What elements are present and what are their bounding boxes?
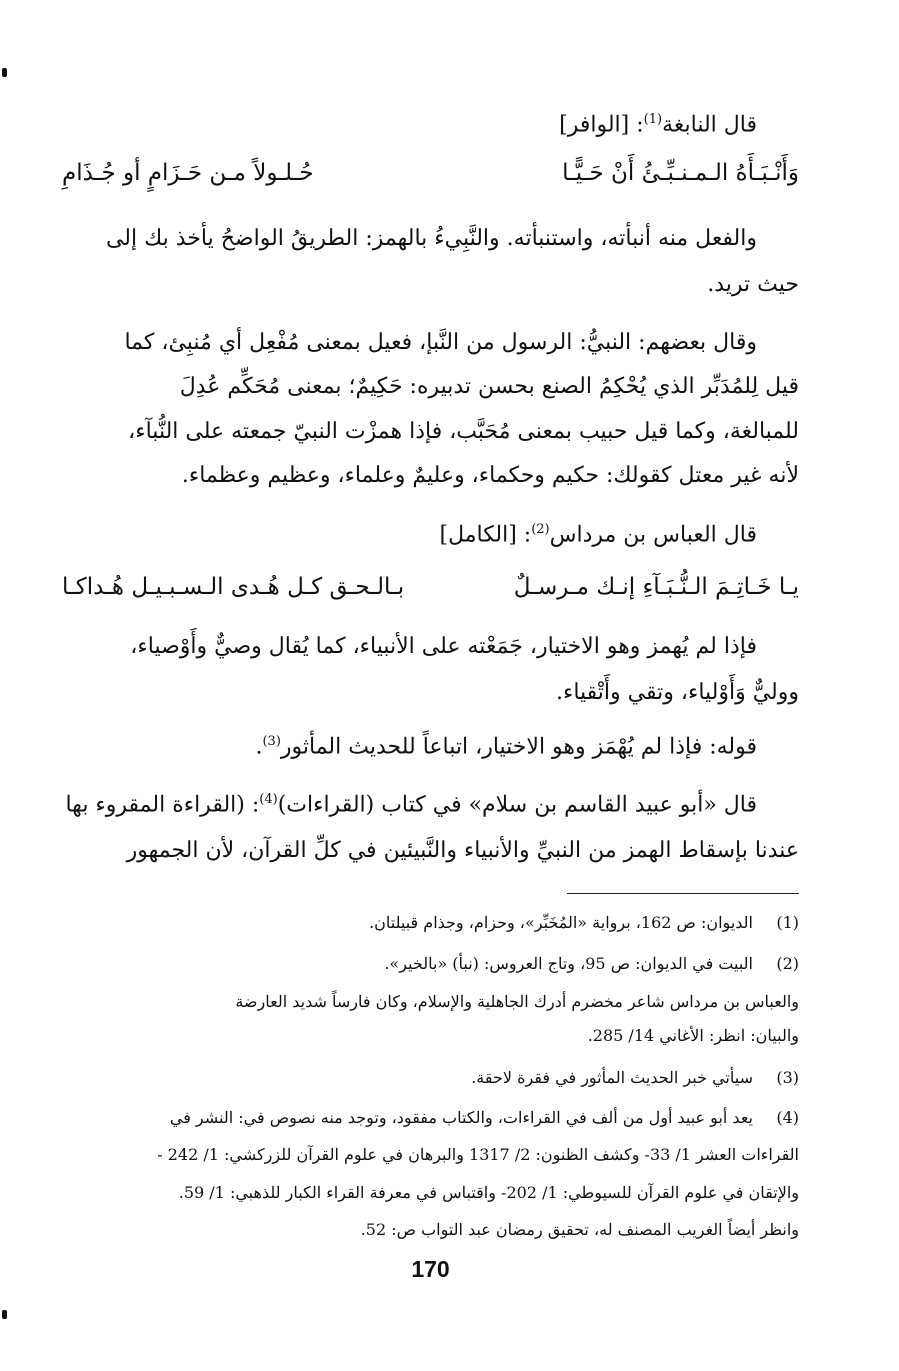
footnote-text: البيت في الديوان: ص 95، وتاج العروس: (نبأ) «بالخير». [384,954,753,973]
footnote-4-continued [62,1220,799,1239]
footnote-text: الديوان: ص 162، برواية «المُخَبِّر»، وحزام، وجذام قبيلتان. [369,913,753,932]
paragraph-line: وقال بعضهم: النبيُّ: الرسول من النَّبإ، فعيل بمعنى مُفْعِل أي مُنبِئ، كما [124,330,757,355]
paragraph-line [62,734,799,759]
footnote-number: (2) [776,954,799,973]
period: . [255,734,263,760]
verse-2 [62,574,799,600]
paragraph-text: قوله: فإذا لم يُهْمَز وهو الاختيار، اتباعاً للحديث المأثور [280,734,757,760]
footnote-ref: (3) [262,734,281,749]
paragraph-line: للمبالغة، وكما قيل حبيب بمعنى مُحَبَّب، فإذا همزْت النبيّ جمعته على النُّبآء، [128,419,799,444]
footnote-number: (3) [776,1068,799,1087]
footnote-number: (4) [776,1108,799,1127]
page-content [62,0,799,1371]
verse-1 [62,160,799,186]
paragraph-line: ووليٌّ وَأَوْلياء، وتقي وأَتْقياء. [556,680,799,705]
paragraph-line: فإذا لم يُهمز وهو الاختيار، جَمَعْته على الأنبياء، كما يُقال وصيٌّ وأَوْصياء، [130,634,757,659]
footnote-divider [567,893,799,894]
paragraph-line [62,792,799,817]
footnote-number: (1) [776,913,799,932]
paragraph-text: قال «أبو عبيد القاسم بن سلام» في كتاب (القراءات) [277,792,757,818]
footnote-4-continued [62,1183,799,1202]
verse-first-hemistich: يـا خَـاتِـمَ الـنُّـبَـآءِ إنـك مـرسـلٌ [513,574,799,600]
paragraph-text: : (القراءة المقروء بها [65,792,260,818]
paragraph-line: والفعل منه أنبأته، واستنبأته. والنَّبِيءُ بالهمز: الطريقُ الواضحُ يأخذ بك إلى [105,226,757,251]
footnote-4-continued [62,1145,799,1164]
paragraph-line: حيث تريد. [707,272,799,297]
intro-text: قال النابغة [662,112,757,138]
footnote-2-continued [62,992,799,1011]
meter-label: : [الكامل] [439,522,532,548]
paragraph-line: لأنه غير معتل كقولك: حكيم وحكماء، وعليمٌ وعلماء، وعظيم وعظماء. [181,463,799,488]
footnote-2-continued [62,1026,799,1045]
paragraph-line: قيل لِلمُدَبِّر الذي يُحْكِمُ الصنع بحسن تدبيره: حَكِيمٌ؛ بمعنى مُحَكِّم عُدِلَ [179,374,799,399]
footnote-text: والبيان: انظر: الأغاني 14/ 285. [587,1026,799,1045]
scan-mark-bottom [2,1310,7,1319]
footnote-ref: (4) [259,792,278,807]
meter-label: : [الوافر] [559,112,644,138]
footnote-text: وانظر أيضاً الغريب المصنف له، تحقيق رمضان عبد التواب ص: 52. [360,1220,799,1239]
footnote-ref: (1) [643,112,663,127]
intro-text: قال العباس بن مرداس [549,522,757,548]
footnote-text: سيأتي خبر الحديث المأثور في فقرة لاحقة. [471,1068,753,1087]
verse-first-hemistich: وَأَنْـبَـأَهُ الـمـنـبِّـئُ أَنْ حَـيًّـا [562,160,799,186]
footnote-text: القراءات العشر 1/ 33- وكشف الظنون: 2/ 1317 والبرهان في علوم القرآن للزركشي: 1/ 242 - [157,1145,799,1164]
verse-second-hemistich: حُـلـولاً مـن حَـزَامٍ أو جُـذَامِ [62,160,314,186]
verse-second-hemistich: بـالـحـق كـل هُـدى الـسـبـيـل هُـداكـا [62,574,405,600]
footnote-2 [62,954,799,973]
intro-abbas [62,522,799,547]
footnote-4 [62,1108,799,1127]
footnote-ref: (2) [531,522,550,537]
footnote-3 [62,1068,799,1087]
footnote-1 [62,913,799,932]
paragraph-line: عندنا بإسقاط الهمز من النبيِّ والأنبياء والنَّبيئين في كلِّ القرآن، لأن الجمهور [126,838,799,863]
scan-mark-top [2,68,7,77]
footnote-text: والعباس بن مرداس شاعر مخضرم أدرك الجاهلية والإسلام، وكان فارساً شديد العارضة [235,992,799,1011]
intro-nabigha [62,112,799,137]
footnote-text: والإتقان في علوم القرآن للسيوطي: 1/ 202- واقتباس في معرفة القراء الكبار للذهبي: 1/ 59. [178,1183,799,1202]
footnote-text: يعد أبو عبيد أول من ألف في القراءات، والكتاب مفقود، وتوجد منه نصوص في: النشر في [169,1108,753,1127]
page-number: 170 [411,1256,450,1282]
